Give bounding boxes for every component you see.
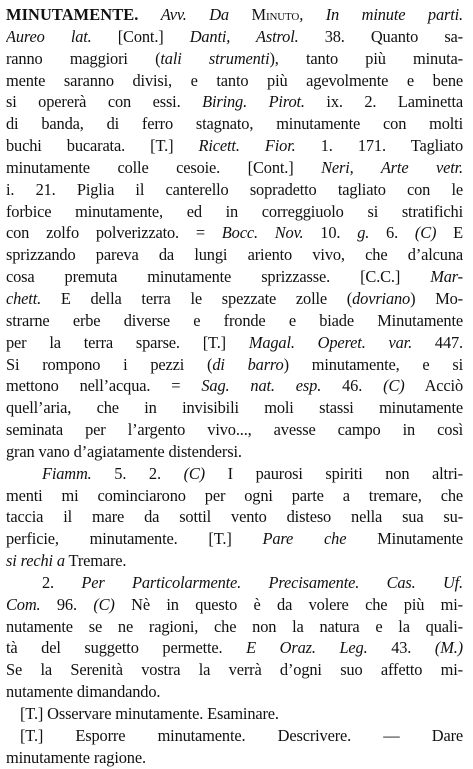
citation-text: Pare che [262, 529, 347, 549]
citation-text: Biring. Pirot. [202, 92, 305, 112]
entry-text: seminata per l’argento vivo..., avesse campo in così [6, 420, 463, 440]
entry-text: minutamente colle cesoie. [Cont.] [6, 157, 322, 177]
entry-line [6, 703, 463, 725]
entry-text: tà del suggetto permette. [6, 638, 247, 658]
citation-text: di barro [212, 354, 284, 374]
entry-text: E [436, 223, 463, 243]
entry-text: Acciò [404, 376, 463, 396]
entry-line [6, 157, 463, 179]
entry-line [6, 616, 463, 638]
entry-text: [T.] Esporre minutamente. Descrivere. — Dare [20, 725, 463, 745]
entry-text: 46. [321, 376, 384, 396]
entry-line [6, 310, 463, 332]
entry-line [6, 244, 463, 266]
entry-text: per la terra sparse. [T.] [6, 332, 249, 352]
headword: MINUTAMENTE. [6, 5, 139, 24]
entry-text: [T.] Osservare minutamente. Esaminare. [20, 704, 279, 723]
citation-text: Fiamm. [42, 463, 92, 483]
entry-text: Se la Serenità vostra la verrà d’ogni suo affetto mi- [6, 660, 463, 680]
entry-text: [Cont.] [91, 26, 190, 46]
entry-text: buchi bucarata. [T.] [6, 136, 199, 156]
entry-line [6, 91, 463, 113]
citation-text: tali strumenti [160, 48, 270, 68]
entry-text: Minutamente [346, 529, 463, 549]
entry-text: gran vano d’agiatamente distendersi. [6, 441, 242, 461]
citation-text: dovriano [352, 288, 411, 308]
entry-text: Tremare. [64, 551, 127, 571]
entry-text: 5. 2. [91, 463, 184, 483]
entry-text: ranno maggiori ( [6, 48, 161, 68]
entry-line [6, 594, 463, 616]
entry-line [6, 725, 463, 747]
entry-line [6, 485, 463, 507]
entry-text: 38. Quanto sa- [298, 26, 463, 46]
citation-text: g. [357, 223, 370, 243]
citation-text: (C) [383, 376, 405, 396]
entry-text: 96. [40, 594, 94, 614]
entry-text: di banda, di ferro stagnato, minutamente con molti [6, 114, 463, 134]
entry-text: perficie, minutamente. [T.] [6, 529, 263, 549]
entry-text: quell’aria, che in invisibili moli stassi minutamente [6, 398, 463, 418]
citation-text: chett. [6, 288, 42, 308]
citation-text: Neri, Arte vetr. [321, 157, 463, 177]
entry-text: si opererà con essi. [6, 92, 203, 112]
entry-text: E della terra le spezzate zolle ( [41, 288, 353, 308]
citation-text: si rechi a [6, 551, 65, 571]
entry-text: taccia il mare da sottil vento disteso nella sua su- [6, 507, 463, 527]
entry-text: mente saranno divisi, e tanto più agevolmente e bene [6, 70, 463, 90]
entry-line [6, 48, 463, 70]
entry-text: Nè in questo è da volere che più mi- [114, 594, 463, 614]
citation-text: Aureo lat. [6, 26, 92, 46]
entry-text: 6. [369, 223, 415, 243]
entry-text: Si rompono i pezzi ( [6, 354, 213, 374]
entry-line [6, 463, 463, 485]
entry-text: con zolfo polverizzato. = [6, 223, 222, 243]
citation-text: Magal. Operet. var. [248, 332, 413, 352]
citation-text: Mar- [430, 267, 463, 287]
entry-line [6, 332, 463, 354]
entry-text: forbice minutamente, ed in correggiuolo si stratifichi [6, 201, 463, 221]
entry-text: ) minutamente, e si [283, 354, 463, 374]
citation-text: Per Particolarmente. Precisamente. Cas. Uf. [81, 572, 463, 592]
entry-line [6, 266, 463, 288]
entry-text: ), tanto più minuta- [269, 48, 463, 68]
cross-reference: Minuto [251, 5, 300, 24]
entry-text: 2. [42, 572, 82, 592]
entry-text: nutamente dimandando. [6, 682, 161, 702]
entry-line [6, 179, 463, 201]
entry-line [6, 528, 463, 550]
entry-text: cosa premuta minutamente sprizzasse. [C.C.] [6, 267, 431, 287]
entry-text: nutamente se ne ragioni, che non la natura e la quali- [6, 616, 463, 636]
citation-text: (C) [93, 594, 115, 614]
entry-line [6, 441, 463, 463]
entry-line [6, 397, 463, 419]
entry-line [6, 550, 463, 572]
entry-line [6, 659, 463, 681]
entry-line [6, 288, 463, 310]
entry-text: 447. [412, 332, 463, 352]
entry-text: 43. [367, 638, 435, 658]
citation-text: Bocc. Nov. [221, 223, 304, 243]
entry-line [6, 4, 463, 26]
citation-text: Sag. nat. esp. [201, 376, 322, 396]
entry-line [6, 375, 463, 397]
citation-text: (C) [183, 463, 205, 483]
citation-text: Danti, Astrol. [189, 26, 299, 46]
entry-line [6, 354, 463, 376]
entry-text: menti mi cominciarono per ogni parte a tremare, che [6, 485, 463, 505]
entry-line [6, 572, 463, 594]
entry-text: minutamente ragione. [6, 747, 146, 767]
entry-line [6, 70, 463, 92]
citation-text: Ricett. Fior. [198, 136, 296, 156]
entry-text: ix. 2. Laminetta [304, 92, 463, 112]
entry-line [6, 419, 463, 441]
citation-text: Com. [6, 594, 41, 614]
entry-line [6, 681, 463, 703]
entry-line [6, 222, 463, 244]
citation-text: E Oraz. Leg. [246, 638, 368, 658]
entry-text: i. 21. Piglia il canterello sopradetto tagliato con le [6, 179, 463, 199]
entry-text: I paurosi spiriti non altri- [204, 463, 463, 483]
entry-text: 10. [303, 223, 358, 243]
citation-text: (M.) [434, 638, 463, 658]
entry-line [6, 506, 463, 528]
entry-line [6, 26, 463, 48]
citation-text: Avv. Da [138, 5, 252, 24]
entry-body [6, 4, 463, 769]
entry-text: 1. 171. Tagliato [295, 136, 463, 156]
entry-text: ) Mo- [410, 288, 463, 308]
entry-line [6, 113, 463, 135]
entry-text: mettono nell’acqua. = [6, 376, 202, 396]
entry-text: sprizzando pareva da lungi ariento vivo, che d’alcuna [6, 245, 463, 265]
entry-text: strarne erbe diverse e fronde e biade Minutamente [6, 310, 463, 330]
entry-line [6, 637, 463, 659]
entry-line [6, 201, 463, 223]
citation-text: (C) [414, 223, 437, 243]
entry-line [6, 135, 463, 157]
citation-text: , In minute parti. [299, 5, 463, 24]
